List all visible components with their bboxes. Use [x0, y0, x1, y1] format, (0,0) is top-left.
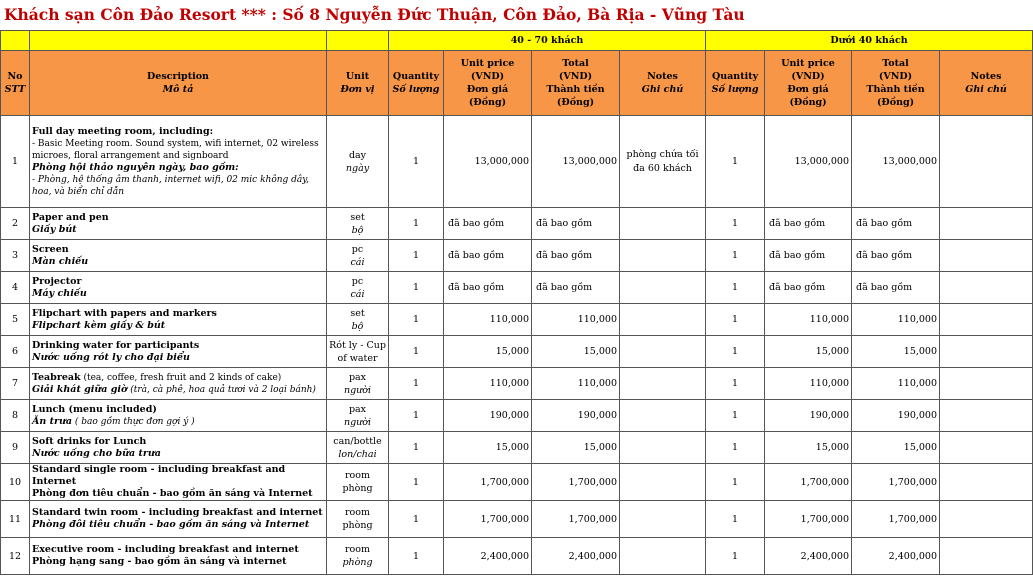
row-notes [620, 272, 706, 304]
row-notes [940, 272, 1033, 304]
row-total: 15,000 [532, 432, 620, 464]
table-row [1, 538, 1033, 575]
header-notes: Notes Ghi chú [620, 51, 706, 116]
row-total: 1,700,000 [852, 501, 940, 538]
row-total: 2,400,000 [532, 538, 620, 575]
row-total: 1,700,000 [532, 501, 620, 538]
group-header-under-40: Dưới 40 khách [706, 31, 1033, 51]
header-cell [327, 31, 389, 51]
row-description: Standard twin room - including breakfast and internet Phòng đôi tiêu chuẩn - bao gồm ăn sáng và Internet [30, 501, 327, 538]
row-notes [940, 368, 1033, 400]
row-unit-price: 110,000 [765, 304, 852, 336]
row-notes [940, 116, 1033, 208]
row-unit-price: 13,000,000 [765, 116, 852, 208]
group-header-40-70: 40 - 70 khách [389, 31, 706, 51]
header-unit-price: Unit price (VND) Đơn giá (Đồng) [444, 51, 532, 116]
row-unit: pc cái [327, 272, 389, 304]
row-total: 110,000 [532, 304, 620, 336]
row-unit-price: 190,000 [765, 400, 852, 432]
row-unit: pax người [327, 368, 389, 400]
table-row [1, 116, 1033, 208]
row-description: Paper and pen Giấy bút [30, 208, 327, 240]
row-number: 6 [1, 336, 30, 368]
table-row [1, 272, 1033, 304]
row-description: Drinking water for participants Nước uống rót ly cho đại biểu [30, 336, 327, 368]
row-unit-price: 2,400,000 [765, 538, 852, 575]
row-total: 110,000 [852, 304, 940, 336]
row-notes [940, 304, 1033, 336]
row-total: đã bao gồm [532, 208, 620, 240]
row-notes [620, 400, 706, 432]
row-quantity: 1 [389, 400, 444, 432]
row-quantity: 1 [706, 400, 765, 432]
row-unit-price: 2,400,000 [444, 538, 532, 575]
row-unit-price: 15,000 [765, 432, 852, 464]
row-total: đã bao gồm [532, 240, 620, 272]
row-number: 11 [1, 501, 30, 538]
row-total: 15,000 [852, 336, 940, 368]
sheet-title: Khách sạn Côn Đảo Resort *** : Số 8 Nguyễn Đức Thuận, Côn Đảo, Bà Rịa - Vũng Tàu [4, 5, 745, 24]
header-unit-price: Unit price (VND) Đơn giá (Đồng) [765, 51, 852, 116]
table-row [1, 368, 1033, 400]
row-total: 1,700,000 [532, 464, 620, 501]
row-unit: set bộ [327, 304, 389, 336]
table-row [1, 400, 1033, 432]
row-number: 12 [1, 538, 30, 575]
row-quantity: 1 [706, 368, 765, 400]
row-unit-price: 110,000 [444, 368, 532, 400]
row-unit-price: 1,700,000 [765, 501, 852, 538]
row-quantity: 1 [706, 538, 765, 575]
row-notes [940, 432, 1033, 464]
header-description: Description Mô tả [30, 51, 327, 116]
row-notes [620, 336, 706, 368]
row-total: đã bao gồm [852, 272, 940, 304]
row-number: 9 [1, 432, 30, 464]
row-notes [940, 208, 1033, 240]
row-unit-price: 1,700,000 [444, 464, 532, 501]
row-total: 190,000 [532, 400, 620, 432]
row-description: Screen Màn chiếu [30, 240, 327, 272]
row-description: Standard single room - including breakfast and Internet Phòng đơn tiêu chuẩn - bao gồm ăn sáng và Internet [30, 464, 327, 501]
row-quantity: 1 [706, 501, 765, 538]
row-number: 3 [1, 240, 30, 272]
row-total: 1,700,000 [852, 464, 940, 501]
row-number: 5 [1, 304, 30, 336]
row-total: đã bao gồm [852, 208, 940, 240]
header-cell [1, 31, 30, 51]
table-row [1, 501, 1033, 538]
row-unit-price: 15,000 [444, 336, 532, 368]
row-number: 7 [1, 368, 30, 400]
row-number: 10 [1, 464, 30, 501]
row-unit-price: 1,700,000 [765, 464, 852, 501]
row-notes [620, 240, 706, 272]
row-total: 110,000 [852, 368, 940, 400]
row-unit-price: đã bao gồm [765, 208, 852, 240]
table-row [1, 432, 1033, 464]
row-quantity: 1 [706, 272, 765, 304]
row-quantity: 1 [706, 304, 765, 336]
table-row [1, 240, 1033, 272]
row-quantity: 1 [389, 368, 444, 400]
row-quantity: 1 [389, 116, 444, 208]
row-quantity: 1 [706, 336, 765, 368]
row-quantity: 1 [706, 240, 765, 272]
header-total: Total (VND) Thành tiền (Đồng) [532, 51, 620, 116]
row-quantity: 1 [389, 208, 444, 240]
row-quantity: 1 [389, 501, 444, 538]
quotation-table [0, 30, 1033, 575]
row-description: Full day meeting room, including: - Basic Meeting room. Sound system, wifi internet, 02 wireless microes, floral arrangement and signboard Phòng hội thảo nguyên ngày, bao gồm: - Phòng, hệ thống âm thanh, internet wifi, 02 mic không dây, hoa, và biển chỉ dẫn [30, 116, 327, 208]
row-description: Projector Máy chiếu [30, 272, 327, 304]
row-unit-price: đã bao gồm [765, 272, 852, 304]
row-notes [620, 304, 706, 336]
row-number: 1 [1, 116, 30, 208]
row-quantity: 1 [389, 538, 444, 575]
row-unit-price: 15,000 [444, 432, 532, 464]
header-total: Total (VND) Thành tiền (Đồng) [852, 51, 940, 116]
row-notes [620, 368, 706, 400]
header-quantity: Quantity Số lượng [389, 51, 444, 116]
table-row [1, 336, 1033, 368]
row-unit-price: 13,000,000 [444, 116, 532, 208]
row-unit-price: đã bao gồm [444, 240, 532, 272]
row-description: Teabreak (tea, coffee, fresh fruit and 2 kinds of cake) Giải khát giữa giờ (trà, cà phê, hoa quả tươi và 2 loại bánh) [30, 368, 327, 400]
row-unit: room phòng [327, 501, 389, 538]
row-unit: room phòng [327, 538, 389, 575]
header-unit: Unit Đơn vị [327, 51, 389, 116]
row-unit-price: đã bao gồm [444, 208, 532, 240]
row-unit: set bộ [327, 208, 389, 240]
row-total: 13,000,000 [852, 116, 940, 208]
row-notes [620, 464, 706, 501]
row-quantity: 1 [389, 464, 444, 501]
column-header-row [1, 51, 1033, 116]
header-no: No STT [1, 51, 30, 116]
row-total: đã bao gồm [852, 240, 940, 272]
row-quantity: 1 [389, 432, 444, 464]
table-row [1, 304, 1033, 336]
row-unit-price: 1,700,000 [444, 501, 532, 538]
row-notes [940, 538, 1033, 575]
row-number: 8 [1, 400, 30, 432]
row-notes [940, 240, 1033, 272]
row-quantity: 1 [389, 240, 444, 272]
row-total: 190,000 [852, 400, 940, 432]
row-unit: pax người [327, 400, 389, 432]
group-header-row [1, 31, 1033, 51]
row-unit: Rót ly - Cup of water [327, 336, 389, 368]
row-unit-price: đã bao gồm [765, 240, 852, 272]
header-quantity: Quantity Số lượng [706, 51, 765, 116]
row-unit-price: 110,000 [765, 368, 852, 400]
row-quantity: 1 [389, 272, 444, 304]
row-unit-price: 110,000 [444, 304, 532, 336]
header-cell [30, 31, 327, 51]
row-notes [620, 432, 706, 464]
row-number: 4 [1, 272, 30, 304]
row-number: 2 [1, 208, 30, 240]
row-unit: room phòng [327, 464, 389, 501]
row-description: Flipchart with papers and markers Flipchart kèm giấy & bút [30, 304, 327, 336]
row-total: 15,000 [532, 336, 620, 368]
row-unit: day ngày [327, 116, 389, 208]
header-notes: Notes Ghi chú [940, 51, 1033, 116]
row-unit-price: 15,000 [765, 336, 852, 368]
row-notes [620, 538, 706, 575]
row-total: 110,000 [532, 368, 620, 400]
row-quantity: 1 [706, 116, 765, 208]
row-unit: can/bottle lon/chai [327, 432, 389, 464]
row-quantity: 1 [389, 304, 444, 336]
row-quantity: 1 [706, 464, 765, 501]
row-total: 15,000 [852, 432, 940, 464]
row-description: Executive room - including breakfast and internet Phòng hạng sang - bao gồm ăn sáng và internet [30, 538, 327, 575]
table-row [1, 464, 1033, 501]
table-row [1, 208, 1033, 240]
row-total: 2,400,000 [852, 538, 940, 575]
row-notes [620, 501, 706, 538]
row-unit-price: 190,000 [444, 400, 532, 432]
row-notes [620, 208, 706, 240]
row-description: Lunch (menu included) Ăn trưa ( bao gồm thực đơn gợi ý ) [30, 400, 327, 432]
row-quantity: 1 [389, 336, 444, 368]
row-notes: phòng chứa tối đa 60 khách [620, 116, 706, 208]
row-notes [940, 400, 1033, 432]
row-description: Soft drinks for Lunch Nước uống cho bữa trưa [30, 432, 327, 464]
row-quantity: 1 [706, 432, 765, 464]
row-notes [940, 501, 1033, 538]
row-notes [940, 464, 1033, 501]
row-quantity: 1 [706, 208, 765, 240]
row-total: đã bao gồm [532, 272, 620, 304]
row-notes [940, 336, 1033, 368]
row-total: 13,000,000 [532, 116, 620, 208]
row-unit-price: đã bao gồm [444, 272, 532, 304]
row-unit: pc cái [327, 240, 389, 272]
